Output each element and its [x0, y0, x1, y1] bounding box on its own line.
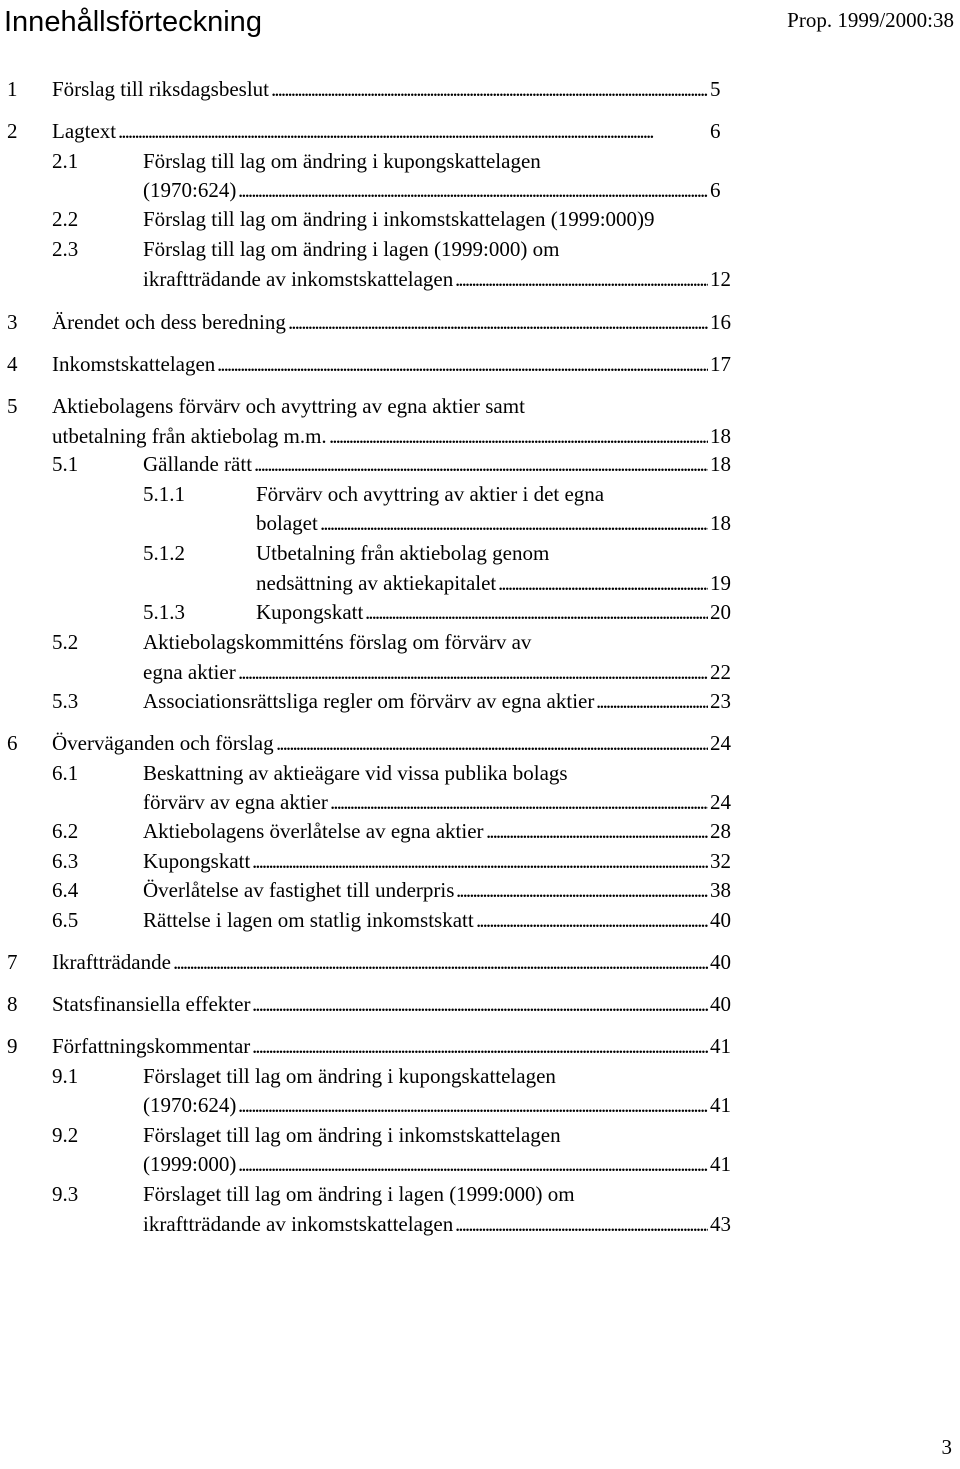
toc-entry-page: 18: [710, 511, 731, 535]
toc-leader-dots: [320, 508, 708, 538]
toc-entry-title: (1999:000): [143, 1152, 237, 1176]
toc-entry-title: förvärv av egna aktier: [143, 790, 328, 814]
toc-entry[interactable]: [0, 947, 760, 977]
toc-entry[interactable]: [0, 391, 760, 421]
toc-entry-number: 6.4: [52, 878, 79, 902]
toc-entry-number: 6.5: [52, 908, 79, 932]
toc-entry-title: Associationsrättsliga regler om förvärv av egna aktier: [143, 689, 595, 713]
toc-entry-number: 5.1.3: [143, 600, 185, 624]
toc-leader-dots: [486, 816, 708, 846]
toc-entry-page: 38: [710, 878, 731, 902]
toc-entry-title: Förslaget till lag om ändring i kupongskattelagen: [143, 1064, 556, 1088]
toc-entry[interactable]: [0, 146, 760, 176]
toc-entry-title: Ikraftträdande: [52, 950, 171, 974]
toc-entry-page: 17: [710, 352, 731, 376]
toc-leader-dots: [173, 947, 708, 977]
toc-entry-title: Kupongskatt: [143, 849, 251, 873]
toc-leader-dots: [217, 349, 708, 379]
toc-entry-title: (1970:624): [143, 178, 237, 202]
toc-entry-title: nedsättning av aktiekapitalet: [256, 571, 497, 595]
toc-entry[interactable]: [0, 905, 760, 935]
toc-entry-number: 3: [7, 310, 18, 334]
toc-leader-dots: [238, 175, 708, 205]
toc-entry[interactable]: [0, 421, 760, 451]
toc-entry-title: Förslag till lag om ändring i lagen (1999:000) om: [143, 237, 560, 261]
toc-entry[interactable]: [0, 449, 760, 479]
toc-leader-dots: [455, 1209, 708, 1239]
toc-entry-page: 5: [710, 77, 721, 101]
toc-entry[interactable]: [0, 787, 760, 817]
toc-entry-page: 18: [710, 452, 731, 476]
toc-entry-title: Inkomstskattelagen: [52, 352, 216, 376]
toc-entry-title: ikraftträdande av inkomstskattelagen: [143, 267, 454, 291]
toc-entry-number: 5.2: [52, 630, 79, 654]
toc-entry-title: Utbetalning från aktiebolag genom: [256, 541, 550, 565]
toc-entry[interactable]: [0, 758, 760, 788]
toc-entry-number: 9.3: [52, 1182, 79, 1206]
toc-entry[interactable]: [0, 307, 760, 337]
toc-entry-number: 6.1: [52, 761, 79, 785]
toc-entry-page: 24: [710, 790, 731, 814]
toc-leader-dots: [498, 568, 708, 598]
toc-entry[interactable]: [0, 1061, 760, 1091]
toc-entry[interactable]: [0, 627, 760, 657]
toc-entry-page: 19: [710, 571, 731, 595]
toc-entry-page: 41: [710, 1034, 731, 1058]
toc-leader-dots: [238, 1149, 708, 1179]
toc-entry-page: 18: [710, 424, 731, 448]
toc-leader-dots: [330, 787, 708, 817]
toc-leader-dots: [276, 728, 708, 758]
toc-entry-title: Förslaget till lag om ändring i inkomstskattelagen: [143, 1123, 561, 1147]
toc-entry-page: 40: [710, 992, 731, 1016]
toc-entry-title: Förslag till lag om ändring i inkomstskattelagen (1999:000)9: [143, 207, 655, 231]
toc-entry-number: 2.2: [52, 207, 79, 231]
toc-entry-title: Förvärv och avyttring av aktier i det egna: [256, 482, 605, 506]
toc-leader-dots: [252, 1031, 708, 1061]
toc-entry-title: Rättelse i lagen om statlig inkomstskatt: [143, 908, 474, 932]
toc-entry-title: Statsfinansiella effekter: [52, 992, 251, 1016]
toc-entry-number: 1: [7, 77, 18, 101]
toc-entry[interactable]: [0, 816, 760, 846]
toc-entry[interactable]: [0, 846, 760, 876]
toc-entry[interactable]: [0, 1120, 760, 1150]
toc-entry[interactable]: [0, 508, 760, 538]
toc-leader-dots: [329, 421, 708, 451]
toc-entry-page: 16: [710, 310, 731, 334]
toc-entry[interactable]: [0, 349, 760, 379]
toc-entry-title: Förslag till riksdagsbeslut: [52, 77, 269, 101]
toc-entry-number: 4: [7, 352, 18, 376]
toc-entry-title: bolaget: [256, 511, 318, 535]
toc-entry-number: 5.1.2: [143, 541, 185, 565]
toc-entry-title: Överlåtelse av fastighet till underpris: [143, 878, 455, 902]
toc-entry-title: ikraftträdande av inkomstskattelagen: [143, 1212, 454, 1236]
page-number: 3: [941, 1435, 952, 1459]
toc-leader-dots: [271, 74, 708, 104]
toc-entry-number: 9.2: [52, 1123, 79, 1147]
toc-entry-page: 12: [710, 267, 731, 291]
toc-entry[interactable]: [0, 1179, 760, 1209]
toc-entry-page: 24: [710, 731, 731, 755]
toc-entry-number: 5.1.1: [143, 482, 185, 506]
toc-entry[interactable]: [0, 875, 760, 905]
toc-entry-number: 2.3: [52, 237, 79, 261]
toc-leader-dots: [476, 905, 708, 935]
toc-entry-number: 9: [7, 1034, 18, 1058]
toc-entry-title: Gällande rätt: [143, 452, 253, 476]
toc-entry-number: 2.1: [52, 149, 79, 173]
toc-leader-dots: [254, 449, 708, 479]
toc-entry[interactable]: [0, 1031, 760, 1061]
toc-entry-title: Ärendet och dess beredning: [52, 310, 286, 334]
toc-entry-title: Beskattning av aktieägare vid vissa publika bolags: [143, 761, 568, 785]
toc-entry-page: 32: [710, 849, 731, 873]
toc-entry[interactable]: [0, 74, 760, 104]
toc-entry[interactable]: [0, 728, 760, 758]
toc-leader-dots: [365, 597, 708, 627]
toc-leader-dots: [456, 875, 708, 905]
toc-entry[interactable]: [0, 657, 760, 687]
toc-entry-page: 40: [710, 908, 731, 932]
toc-entry-title: egna aktier: [143, 660, 236, 684]
toc-entry-number: 6.2: [52, 819, 79, 843]
toc-entry-title: Överväganden och förslag: [52, 731, 274, 755]
toc-leader-dots: [252, 846, 708, 876]
toc-entry-title: Författningskommentar: [52, 1034, 251, 1058]
toc-entry[interactable]: [0, 116, 760, 146]
toc-entry[interactable]: [0, 264, 760, 294]
toc-entry[interactable]: [0, 1209, 760, 1239]
toc-entry-page: 43: [710, 1212, 731, 1236]
toc-entry-title: Kupongskatt: [256, 600, 364, 624]
toc-entry-number: 6.3: [52, 849, 79, 873]
toc-entry-number: 9.1: [52, 1064, 79, 1088]
toc-leader-dots: [455, 264, 708, 294]
toc-entry[interactable]: [0, 204, 760, 234]
toc-entry-number: 2: [7, 119, 18, 143]
toc-entry[interactable]: [0, 989, 760, 1019]
toc-entry-page: 28: [710, 819, 731, 843]
toc-leader-dots: [288, 307, 708, 337]
toc-entry[interactable]: [0, 1090, 760, 1120]
toc-entry-page: 41: [710, 1152, 731, 1176]
page-title: Innehållsförteckning: [4, 6, 262, 38]
toc-entry-title: Aktiebolagens förvärv och avyttring av egna aktier samt: [52, 394, 525, 418]
toc-entry-page: 20: [710, 600, 731, 624]
toc-entry-page: 22: [710, 660, 731, 684]
toc-entry-number: 8: [7, 992, 18, 1016]
toc-leader-dots: [252, 989, 708, 1019]
toc-leader-dots: [118, 116, 708, 146]
toc-entry[interactable]: [0, 175, 760, 205]
proposition-reference: Prop. 1999/2000:38: [787, 8, 954, 32]
toc-entry-title: Förslag till lag om ändring i kupongskattelagen: [143, 149, 541, 173]
toc-entry-title: Lagtext: [52, 119, 117, 143]
toc-entry-page: 6: [710, 119, 721, 143]
toc-entry-title: Aktiebolagskommitténs förslag om förvärv av: [143, 630, 532, 654]
toc-entry[interactable]: [0, 597, 760, 627]
toc-leader-dots: [238, 1090, 708, 1120]
toc-entry-title: Aktiebolagens överlåtelse av egna aktier: [143, 819, 484, 843]
toc-entry-page: 40: [710, 950, 731, 974]
toc-entry[interactable]: [0, 568, 760, 598]
toc-entry[interactable]: [0, 234, 760, 264]
toc-entry-number: 5: [7, 394, 18, 418]
toc-entry-page: 6: [710, 178, 721, 202]
toc-entry[interactable]: [0, 538, 760, 568]
toc-entry-number: 7: [7, 950, 18, 974]
toc-entry-title: (1970:624): [143, 1093, 237, 1117]
toc-entry-page: 41: [710, 1093, 731, 1117]
toc-entry[interactable]: [0, 1149, 760, 1179]
toc-entry-number: 5.1: [52, 452, 79, 476]
toc-entry[interactable]: [0, 686, 760, 716]
toc-entry-title: Förslaget till lag om ändring i lagen (1999:000) om: [143, 1182, 575, 1206]
toc-leader-dots: [238, 657, 708, 687]
toc-entry-title: utbetalning från aktiebolag m.m.: [52, 424, 327, 448]
toc-entry[interactable]: [0, 479, 760, 509]
toc-entry-page: 23: [710, 689, 731, 713]
toc-entry-number: 6: [7, 731, 18, 755]
toc-entry-number: 5.3: [52, 689, 79, 713]
toc-leader-dots: [596, 686, 708, 716]
